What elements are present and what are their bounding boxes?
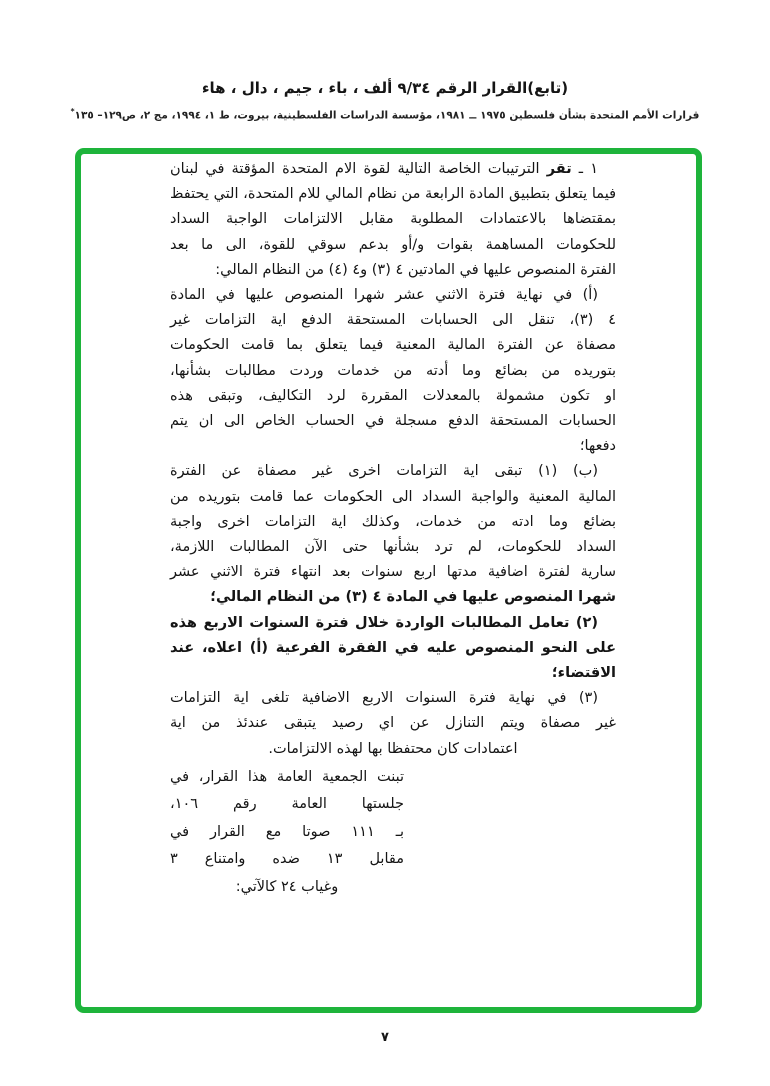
page-number: ٧ bbox=[381, 1030, 389, 1045]
text-segment: الترتيبات الخاصة التالية لقوة الام المتحدة المؤقتة في لبنان bbox=[170, 161, 547, 177]
text-line: بـ ١١١ صوتا مع القرار في bbox=[170, 823, 404, 840]
text-line: ٤ (٣)، تنقل الى الحسابات المستحقة الدفع اية التزامات غير bbox=[170, 312, 616, 329]
text-line: (أ) في نهاية فترة الاثني عشر شهرا المنصوص عليها في المادة bbox=[170, 287, 598, 304]
text-line: (ب) (١) تبقى اية التزامات اخرى غير مصفاة عن الفترة bbox=[170, 463, 598, 480]
resolution-text-block bbox=[170, 157, 616, 762]
resolution-title: (تابع)القرار الرقم ٩/٣٤ ألف ، باء ، جيم ، دال ، هاء bbox=[201, 79, 569, 97]
text-line: الفترة المنصوص عليها في المادتين ٤ (٣) و٤ (٤) من النظام المالي: bbox=[215, 261, 616, 278]
text-line: (٢) تعامل المطالبات الواردة خلال فترة السنوات الاربع هذه bbox=[170, 614, 598, 631]
text-line: الاقتضاء؛ bbox=[551, 665, 616, 682]
text-line: تبنت الجمعية العامة هذا القرار، في bbox=[170, 768, 404, 785]
text-line: مصفاة عن الفترة المالية المعنية فيما يتعلق بما قامت الحكومات bbox=[170, 337, 616, 354]
text-line: غير مصفاة ويتم التنازل عن اي رصيد يتبقى عندئذ من اية bbox=[170, 715, 616, 732]
resolution-body bbox=[170, 157, 616, 901]
text-line: جلستها العامة رقم ١٠٦، bbox=[170, 796, 404, 813]
adoption-note-block bbox=[170, 764, 404, 901]
emphasized-text: تقر bbox=[546, 161, 572, 177]
source-citation-text: قرارات الأمم المتحدة بشأن فلسطين ١٩٧٥ ــ ١٩٨١، مؤسسة الدراسات الفلسطينية، بيروت، ط ١، ١٩٩٤، مج ٢، ص١٢٩– ١٣٥ bbox=[74, 109, 700, 122]
text-line: بضائع وما ادته من خدمات، وكذلك اية التزامات اخرى واجبة bbox=[170, 513, 616, 530]
text-line: بمقتضاها بالاعتمادات المطلوبة مقابل الالتزامات الواجبة السداد bbox=[170, 211, 616, 228]
text-line: وغياب ٢٤ كالآتي: bbox=[235, 878, 339, 895]
text-line: سارية لفترة اضافية مدتها اربع سنوات بعد انتهاء فترة الاثني عشر bbox=[170, 564, 616, 581]
text-line: مقابل ١٣ ضده وامتناع ٣ bbox=[170, 851, 404, 868]
text-line: شهرا المنصوص عليها في المادة ٤ (٣) من النظام المالي؛ bbox=[210, 589, 616, 606]
text-line: الحسابات المستحقة الدفع مسجلة في الحساب الخاص الى ان يتم bbox=[170, 413, 616, 430]
text-line: اعتمادات كان محتفظا بها لهذه الالتزامات. bbox=[268, 740, 518, 757]
citation-footnote-mark: * bbox=[70, 107, 75, 116]
text-line bbox=[170, 157, 616, 182]
text-line: بتوريده من بضائع وما أدته من خدمات وردت مطالبات بشأنها، bbox=[170, 362, 616, 379]
text-line: او تكون مشمولة بالمعدلات المقررة لرد التكاليف، وتبقى هذه bbox=[170, 387, 616, 404]
text-line: على النحو المنصوص عليه في الفقرة الفرعية (أ) اعلاه، عند bbox=[170, 639, 616, 656]
text-line: (٣) في نهاية فترة السنوات الاربع الاضافية تلغى اية التزامات bbox=[170, 690, 598, 707]
text-line: المالية المعنية والواجبة السداد الى الحكومات عما قامت بتوريده من bbox=[170, 488, 616, 505]
source-citation bbox=[0, 107, 770, 122]
text-line: للحكومات المساهمة بقوات و/أو بدعم سوقي للقوة، الى ما بعد bbox=[170, 236, 616, 253]
text-line: السداد للحكومات، لم ترد بشأنها حتى الآن المطالبات اللازمة، bbox=[170, 539, 616, 556]
text-line: دفعها؛ bbox=[579, 438, 616, 455]
text-segment: ١ ـ bbox=[571, 161, 598, 177]
text-line: فيما يتعلق بتطبيق المادة الرابعة من نظام المالي للام المتحدة، التي يحتفظ bbox=[170, 186, 616, 203]
